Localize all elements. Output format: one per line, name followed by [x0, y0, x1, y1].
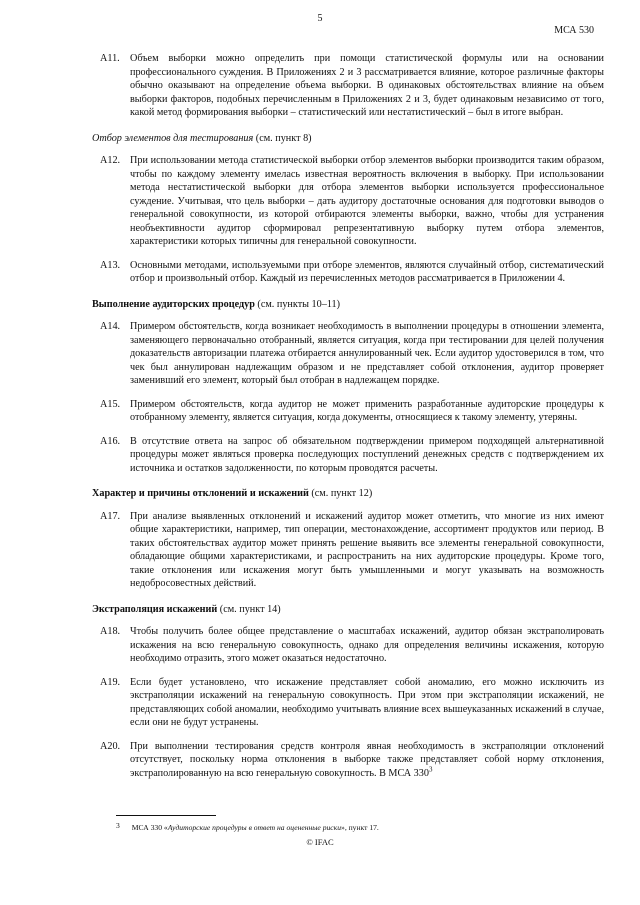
paragraph-text-content: Примером обстоятельств, когда возникает необходимость в выполнении процедуры в отношении элемента, заменяющего первоначально отобранный, является ситуация, когда при тестировании для целей получения доказательств авторизации платежа отбирается аннулированный чек. Если аудитор удостоверился в том, что чек был аннулирован надлежащим образом и не представляет собой отклонения, аудитор проверяет заменивший его элемент, который был отобран в надлежащем порядке. — [130, 321, 604, 386]
paragraph-text — [130, 510, 604, 591]
paragraph-number: A17. — [100, 510, 121, 522]
paragraph-text-content: Чтобы получить более общее представление о масштабах искажений, аудитор обязан экстраполировать искажения на всю генеральную совокупность, однако для определения величины искажения, которую необходимо отразить, этого может оказаться недостаточно. — [130, 626, 604, 664]
footnote-prefix: МСА 330 « — [131, 823, 168, 832]
section-heading-title: Характер и причины отклонений и искажений — [92, 488, 309, 499]
paragraph-number: A16. — [100, 435, 121, 447]
footnote-divider — [116, 815, 216, 816]
footnote-suffix: », пункт 17. — [341, 823, 379, 832]
paragraph-text-content: В отсутствие ответа на запрос об обязательном подтверждении примером подходящей альтернативной процедуры может являться проверка последующих поступлений денежных средств с подтверждением их источника и остатков задолженности, по которым проводятся расчеты. — [130, 435, 604, 474]
paragraph — [92, 625, 604, 666]
paragraph — [92, 52, 604, 120]
section-heading-title: Экстраполяция искажений — [92, 603, 218, 615]
paragraph-text — [130, 625, 604, 666]
paragraph — [92, 320, 604, 388]
page-number: 5 — [317, 13, 323, 24]
paragraph-text — [130, 52, 604, 120]
paragraph-text — [130, 398, 604, 425]
document-code: МСА 530 — [554, 25, 594, 36]
footnote-reference: 3 — [428, 765, 433, 774]
paragraph-number: A18. — [100, 626, 121, 637]
paragraph-text — [130, 259, 604, 286]
section-heading-ref: (см. пункты 10–11) — [254, 298, 341, 310]
section-heading — [92, 603, 604, 617]
paragraph-number: A20. — [100, 740, 121, 752]
paragraph-text — [130, 676, 604, 730]
section-heading — [92, 298, 604, 312]
paragraph-number: A11. — [100, 53, 120, 64]
paragraph-text — [130, 435, 604, 476]
paragraph-text-content: Объем выборки можно определить при помощи статистической формулы или на основании профессионального суждения. В Приложениях 2 и 3 рассматривается влияние, которое различные факторы обычно оказывают на определение объема выборки. В одинаковых обстоятельствах влияние на объем выборки факторов, подобных перечисленным в Приложениях 2 и 3, будет одинаковым независимо от того, какой метод формирования выборки – статистический или нестатистический – был в итоге выбран. — [130, 53, 604, 118]
section-heading-ref: (см. пункт 8) — [253, 132, 312, 144]
paragraph — [92, 398, 604, 425]
paragraph — [92, 676, 604, 730]
paragraph-text-content: Если будет установлено, что искажение представляет собой аномалию, его можно исключить из экстраполяции искажений на генеральную совокупность. При этом при экстраполяции искажений, не представляющих собой аномалии, необходимо учитывать влияние всех вышеуказанных искажений в случае, если они не будут устранены. — [130, 676, 604, 728]
paragraph-text-content: При анализе выявленных отклонений и искажений аудитор может отметить, что многие из них имеют общие характеристики, например, тип операции, местонахождение, ассортимент продуктов или период. В таких обстоятельствах аудитор может принять решение выявить все элементы генеральной совокупности, обладающие общими характеристиками, и распространить на них аудиторские процедуры. Кроме того, такие отклонения или искажения могут быть умышленными и могут указывать на возможность недобросовестных действий. — [130, 510, 604, 589]
paragraph-text — [130, 154, 604, 249]
paragraph-text-content: Примером обстоятельств, когда аудитор не может применить разработанные аудиторские процедуры к отобранному элементу, является ситуация, когда документы, относящиеся к такому элементу, утеряны. — [130, 398, 604, 423]
section-heading-title: Выполнение аудиторских процедур — [92, 298, 255, 310]
footnote-mark: 3 — [116, 821, 120, 830]
copyright: © IFAC — [306, 837, 334, 847]
paragraph-text — [130, 320, 604, 388]
paragraph-number: A15. — [100, 398, 121, 410]
section-heading — [92, 487, 604, 501]
section-heading-ref: (см. пункт 14) — [217, 603, 281, 615]
paragraph-text-content: При использовании метода статистической выборки отбор элементов выборки производится таким образом, чтобы по каждому элементу имелась известная вероятность включения в выборку. При использовании метода нестатистической выборки для отбора элементов выборки используется профессиональное суждение. Учитывая, что цель выборки – дать аудитору достаточные основания для подготовки выводов о генеральной совокупности, из которой отбираются элементы выборки, важно, чтобы для устранения необъективности аудитор сформировал репрезентативную выборку путем отбора элементов, характеристики которых типичны для генеральной совокупности. — [130, 155, 604, 247]
paragraph — [92, 435, 604, 476]
paragraph — [92, 510, 604, 591]
footnote-title: Аудиторские процедуры в ответ на оцененные риски — [167, 823, 342, 832]
paragraph-text-content: При выполнении тестирования средств контроля явная необходимость в экстраполяции отклонений отсутствует, поскольку норма отклонения в выборке также представляет собой норму отклонения, экстраполированную на всю генеральную совокупность. В МСА 330 — [130, 740, 604, 779]
section-heading — [92, 132, 604, 146]
paragraph — [92, 154, 604, 249]
paragraph-text-content: Основными методами, используемыми при отборе элементов, являются случайный отбор, систематический отбор и произвольный отбор. Каждый из перечисленных методов рассматривается в Приложении 4. — [130, 259, 604, 284]
paragraph-text — [130, 740, 604, 781]
paragraph-number: A19. — [100, 676, 121, 688]
section-heading-ref: (см. пункт 12) — [308, 488, 373, 499]
paragraph-number: A13. — [100, 259, 121, 271]
paragraph-number: A14. — [100, 321, 121, 332]
paragraph — [92, 740, 604, 781]
document-body — [92, 52, 604, 790]
footnote — [116, 823, 379, 832]
paragraph — [92, 259, 604, 286]
section-heading-title: Отбор элементов для тестирования — [92, 132, 254, 144]
paragraph-number: A12. — [100, 155, 121, 166]
